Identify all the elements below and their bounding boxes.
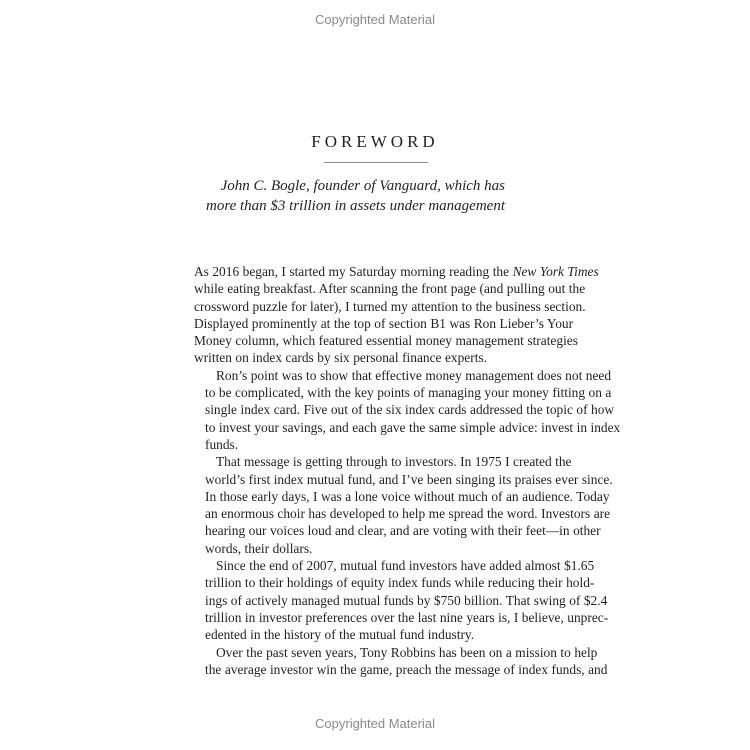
paragraph bbox=[194, 263, 599, 367]
text-line: funds. bbox=[205, 436, 239, 452]
text-line: That message is getting through to investors. In 1975 I created the bbox=[216, 454, 572, 470]
text-line bbox=[194, 263, 599, 280]
text-line: crossword puzzle for later), I turned my attention to the business section. bbox=[194, 298, 586, 314]
text-line: Money column, which featured essential money management strategies bbox=[194, 333, 578, 349]
text-line: words, their dollars. bbox=[205, 540, 313, 556]
chapter-subtitle bbox=[160, 176, 505, 216]
text-line: hearing our voices loud and clear, and are voting with their feet—in other bbox=[205, 523, 601, 539]
text-line: Since the end of 2007, mutual fund investors have added almost $1.65 bbox=[216, 558, 595, 574]
text-line: Ron’s point was to show that effective money management does not need bbox=[216, 367, 612, 383]
body-text bbox=[194, 263, 621, 678]
text-line: Displayed prominently at the top of section B1 was Ron Lieber’s Your bbox=[194, 315, 574, 331]
title-divider bbox=[324, 162, 428, 163]
text-line: world’s first index mutual fund, and I’ve been singing its praises ever since. bbox=[205, 471, 613, 487]
paragraph bbox=[194, 644, 608, 679]
text-line: Over the past seven years, Tony Robbins has been on a mission to help bbox=[216, 644, 598, 660]
publication-title: New York Times bbox=[512, 264, 599, 279]
text-line: edented in the history of the mutual fund industry. bbox=[205, 627, 475, 643]
text-line: ings of actively managed mutual funds by $750 billion. That swing of $2.4 bbox=[205, 592, 608, 608]
copyright-watermark-bottom: Copyrighted Material bbox=[315, 716, 435, 731]
text-line: single index card. Five out of the six index cards addressed the topic of how bbox=[205, 402, 615, 418]
paragraph bbox=[194, 367, 621, 453]
chapter-title: FOREWORD bbox=[311, 132, 439, 151]
text-line: an enormous choir has developed to help me spread the word. Investors are bbox=[205, 506, 611, 522]
text-line: the average investor win the game, preach the message of index funds, and bbox=[205, 661, 608, 677]
copyright-watermark-top: Copyrighted Material bbox=[315, 12, 435, 27]
paragraph bbox=[194, 557, 609, 643]
subtitle-line: more than $3 trillion in assets under management bbox=[205, 198, 505, 214]
text-line: written on index cards by six personal finance experts. bbox=[194, 350, 487, 366]
text-line: to be complicated, with the key points of managing your money fitting on a bbox=[205, 385, 612, 401]
text-line: trillion in investor preferences over the last nine years is, I believe, unprec- bbox=[205, 609, 609, 625]
text-line: while eating breakfast. After scanning the front page (and pulling out the bbox=[194, 281, 586, 297]
text-run: As 2016 began, I started my Saturday morning reading the bbox=[194, 264, 510, 279]
text-line: In those early days, I was a lone voice without much of an audience. Today bbox=[205, 488, 610, 504]
subtitle-line: John C. Bogle, founder of Vanguard, which has bbox=[220, 178, 505, 194]
paragraph bbox=[194, 453, 613, 557]
text-line: trillion to their holdings of equity index funds while reducing their hold- bbox=[205, 575, 595, 591]
text-line: to invest your savings, and each gave the same simple advice: invest in index bbox=[205, 419, 621, 435]
